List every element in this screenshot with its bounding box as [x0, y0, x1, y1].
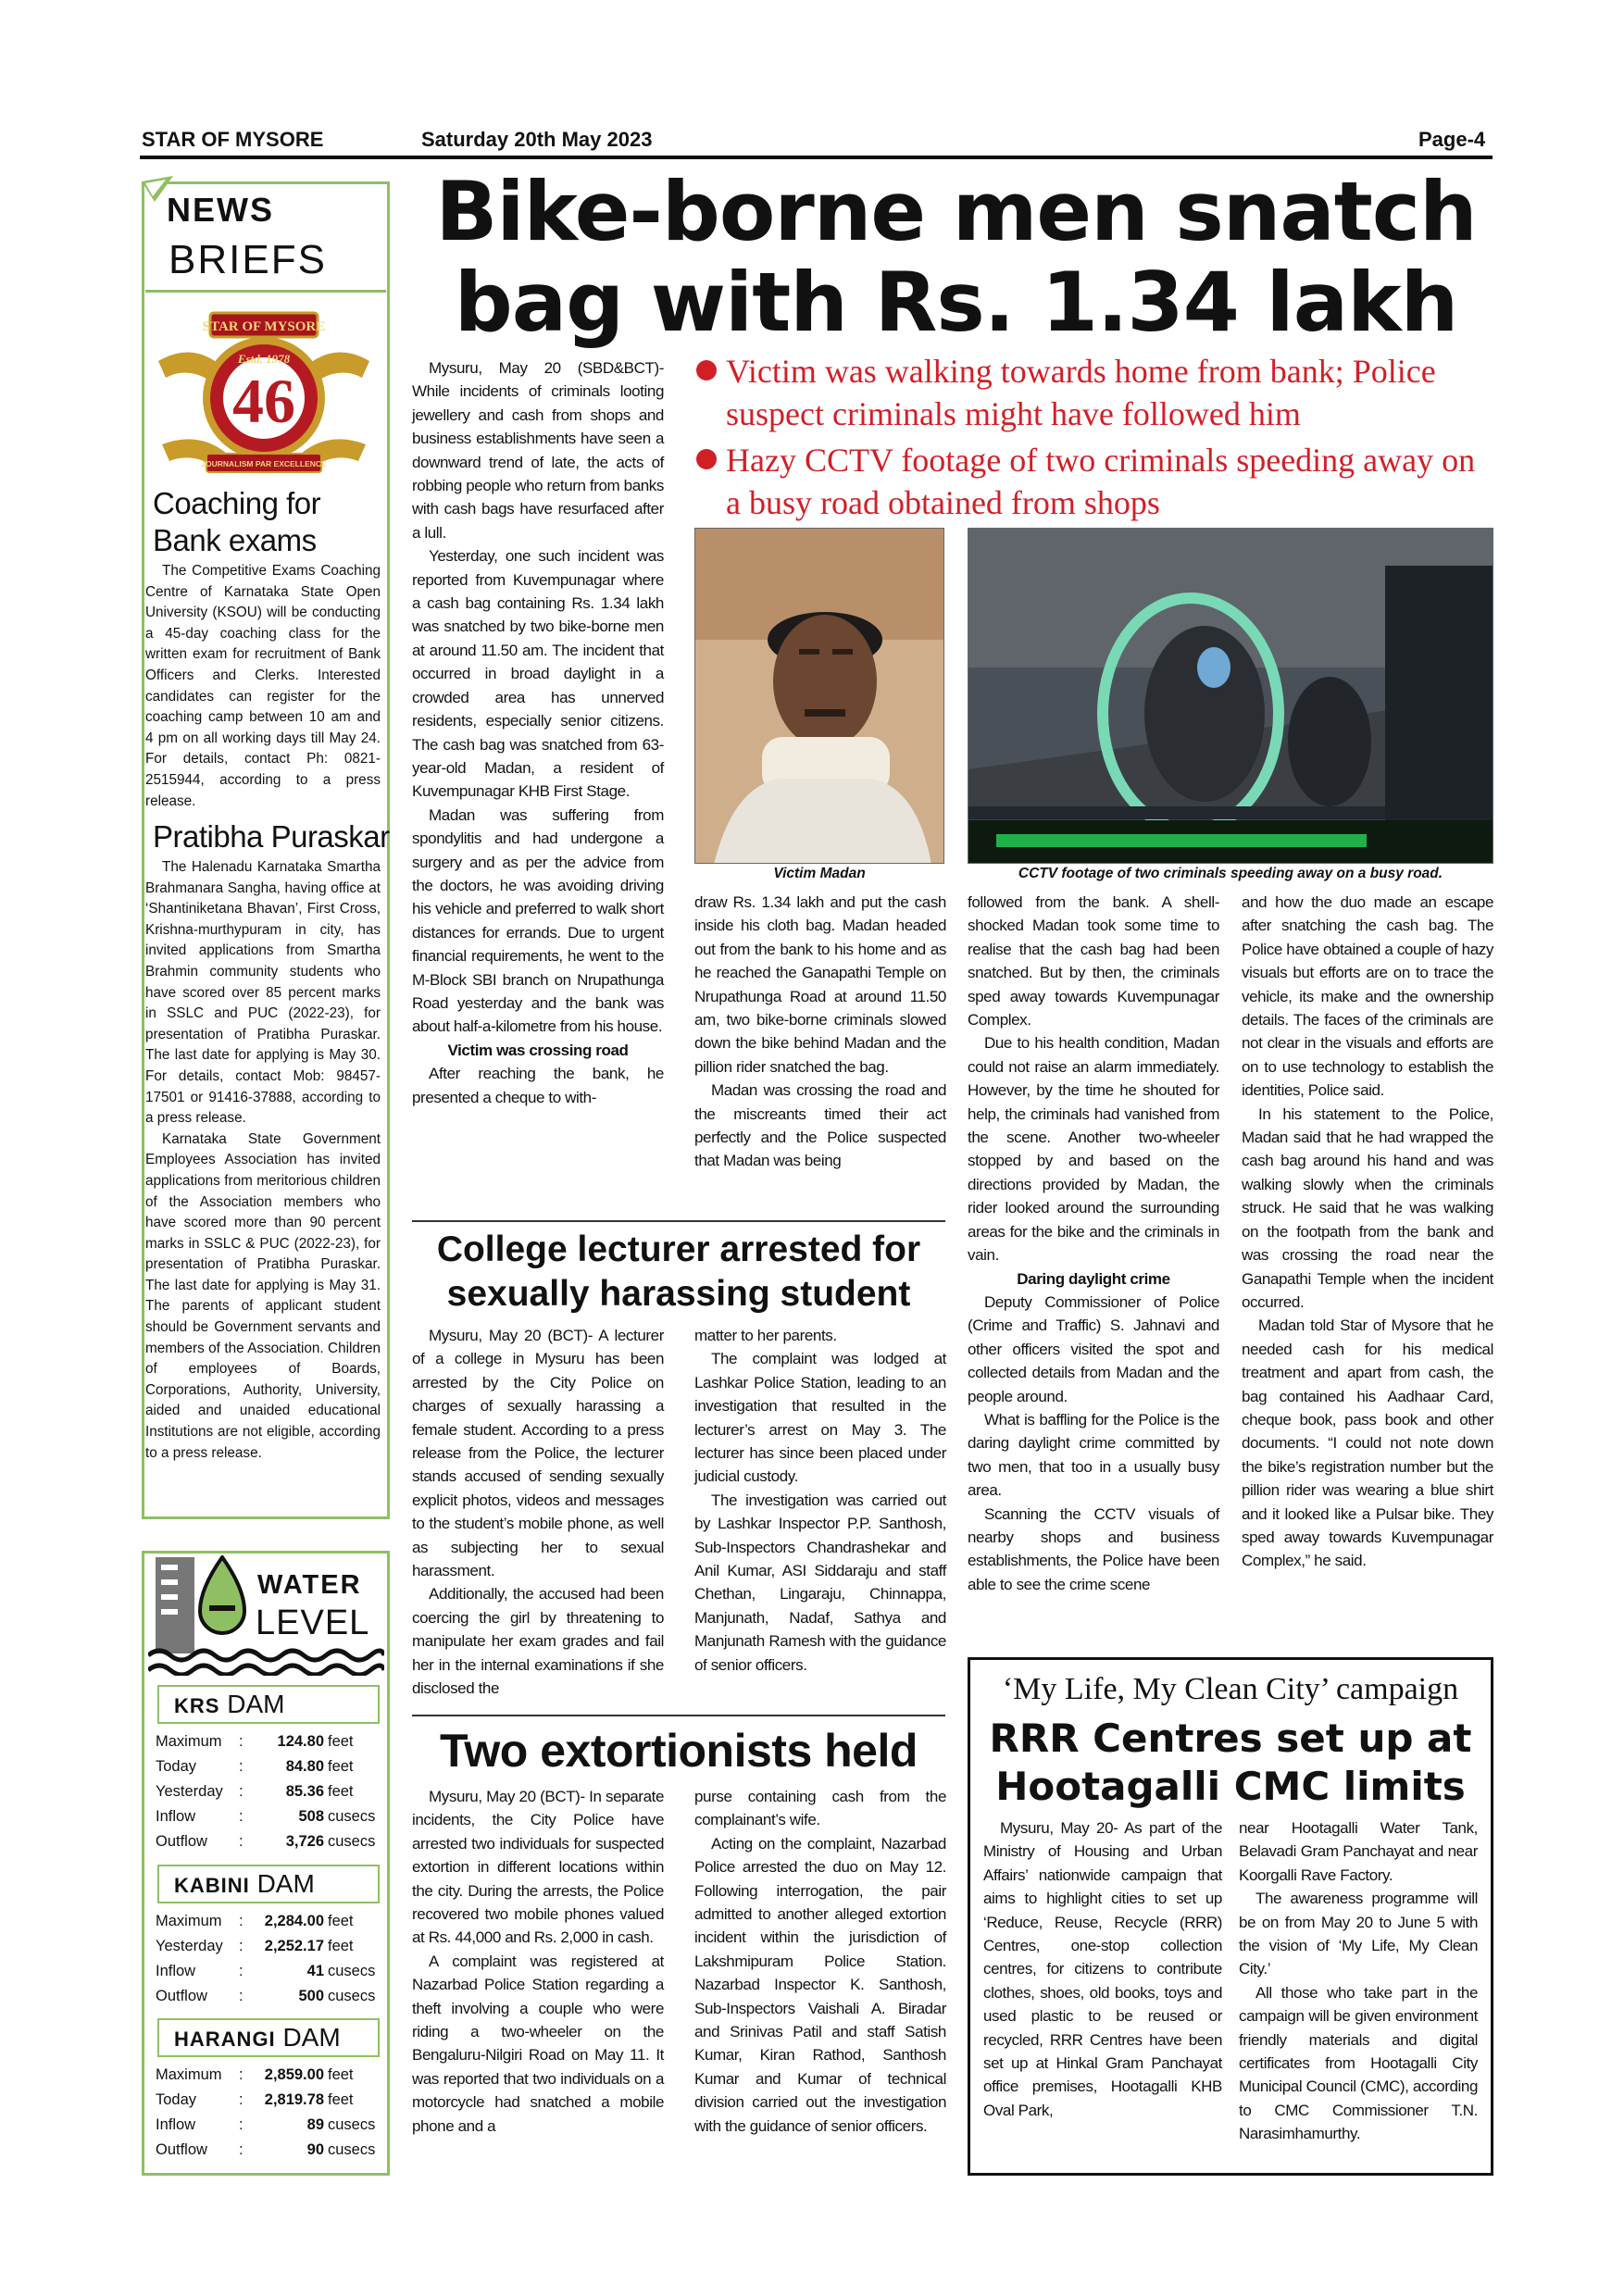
svg-text:46: 46 [232, 366, 295, 436]
rrr-kicker: ‘My Life, My Clean City’ campaign [1002, 1672, 1459, 1706]
brief-coaching-title-1: Coaching for [153, 486, 321, 520]
lecturer-headline-line1: College lecturer arrested for [436, 1229, 921, 1269]
dam-reading-row [156, 1934, 387, 1959]
lecturer-paragraph: matter to her parents. [694, 1327, 837, 1344]
dam-suffix: DAM [256, 1869, 315, 1898]
briefs-label: BRIEFS [169, 237, 327, 282]
lecturer-paragraph: The complaint was lodged at Lashkar Police Station, leading to an investigation that resulted in the lecturer’s arrest on May 3. The lecturer has since been placed under judicial custody. [694, 1350, 946, 1486]
masthead-date: Saturday 20th May 2023 [421, 128, 653, 151]
dam-reading-value: 2,252.17 [264, 1938, 324, 1954]
deck-line: a busy road obtained from shops [726, 484, 1160, 521]
lead-paragraph: Deputy Commissioner of Police (Crime and Traffic) S. Jahnavi and other officers visited the spot and collected details from Madan and the people around. [968, 1292, 1219, 1405]
lead-paragraph: Madan was suffering from spondylitis and had undergone a surgery and as per the advice from the doctors, he was avoiding driving his vehicle and preferred to walk short distances for errands. Due to urgent financial requirements, he went to the M-Block SBI branch on Nrupathunga Road yesterday and the bank was about half-a-kilometre from his house. [412, 805, 664, 1036]
dam-reading-value: 124.80 [277, 1733, 324, 1750]
lead-headline-line2: bag with Rs. 1.34 lakh [454, 255, 1458, 350]
dam-reading-value: 500 [298, 1988, 324, 2004]
dam-reading-row [156, 1754, 387, 1779]
dam-name-bold: KABINI [174, 1874, 250, 1897]
deck-line: Victim was walking towards home from bank; Police [726, 353, 1436, 390]
section-divider [412, 1715, 945, 1716]
dam-reading-row [156, 2138, 387, 2163]
header-rule [140, 156, 1493, 159]
kabini-dam-label [157, 1865, 380, 1903]
dam-reading-label: Outflow [156, 1833, 207, 1850]
deck-line: suspect criminals might have followed him [726, 395, 1301, 432]
dam-reading-value: 84.80 [285, 1758, 324, 1775]
extortion-paragraph: A complaint was registered at Nazarbad Police Station regarding a theft involving a couple who were riding a two-wheeler on the Bengaluru-Nilgiri Road on May 11. It was reported that two individuals on a motorcycle had snatched a mobile phone and a [412, 1952, 664, 2135]
lead-deck-2 [696, 439, 1502, 524]
dam-reading-separator: : [239, 1758, 244, 1775]
dam-reading-label: Inflow [156, 1808, 196, 1825]
dam-reading-separator: : [239, 2116, 244, 2133]
dam-reading-separator: : [239, 2141, 244, 2158]
news-label: NEWS [167, 191, 274, 229]
dam-reading-label: Today [156, 2091, 197, 2108]
dam-name-bold: HARANGI [174, 2028, 276, 2051]
lecturer-paragraph: Mysuru, May 20 (BCT)- A lecturer of a college in Mysuru has been arrested by the City Police on charges of sexually harassing a female student. According to a press release from the Police, the lecturer stands accused of sending sexually explicit photos, videos and messages to the student’s mobile phone, as well as subjecting her to sexual harassment. [412, 1327, 664, 1580]
dam-reading-label: Inflow [156, 2116, 196, 2133]
bullet-dot-icon [696, 449, 717, 469]
dam-reading-unit: cusecs [328, 2141, 376, 2158]
lead-column-4 [1242, 891, 1493, 1573]
dam-reading-separator: : [239, 2091, 244, 2108]
lead-paragraph: Due to his health condition, Madan could not raise an alarm immediately. However, by the time he shouted for help, the criminals had vanished from the scene. Another two-wheeler stopped by and based on the directions provided by Madan, the rider looked around the surrounding areas for the bike and the criminals in vain. [968, 1034, 1219, 1265]
dam-reading-label: Outflow [156, 2141, 207, 2158]
extortion-headline: Two extortionists held [440, 1725, 918, 1777]
level-label: LEVEL [256, 1603, 370, 1642]
lead-paragraph: Yesterday, one such incident was reported from Kuvempunagar where a cash bag containing Rs. 1.34 lakh was snatched by two bike-borne men at around 11.50 am. The incident that occurred in broad daylight in a crowded area has unnerved residents, especially senior citizens. The cash bag was snatched from 63-year-old Madan, a resident of Kuvempunagar KHB First Stage. [412, 547, 664, 801]
dam-reading-separator: : [239, 1783, 244, 1800]
dam-reading-row [156, 1959, 387, 1984]
dam-reading-row [156, 1804, 387, 1829]
dam-reading-separator: : [239, 2066, 244, 2083]
dam-reading-label: Yesterday [156, 1783, 223, 1800]
lead-paragraph: After reaching the bank, he presented a cheque to with- [412, 1065, 664, 1106]
lead-paragraph: Madan told Star of Mysore that he needed cash for his medical treatment and apart from cash, the bag contained his Aadhaar Card, cheque book, pass book and other documents. “I could not note down the bike’s registration number but the pillion rider was wearing a blue shirt and it looked like a Pulsar bike. They sped away towards Kuvempunagar Complex,” he said. [1242, 1316, 1493, 1570]
krs-dam-label [157, 1685, 380, 1724]
svg-text:Estd. 1978: Estd. 1978 [237, 352, 291, 366]
dam-suffix: DAM [227, 1690, 285, 1718]
victim-portrait-image [695, 529, 944, 864]
dam-reading-separator: : [239, 1808, 244, 1825]
victim-photo [694, 528, 944, 864]
dam-reading-value: 508 [298, 1808, 324, 1825]
extortion-column-2 [694, 1785, 946, 2138]
extortion-paragraph: Mysuru, May 20 (BCT)- In separate incidents, the City Police have arrested two individuals for suspected extortion in different locations within the city. During the arrests, the Police recovered two mobile phones valued at Rs. 44,000 and Rs. 2,000 in cash. [412, 1788, 664, 1947]
lead-paragraph: Madan was crossing the road and the miscreants timed their act perfectly and the Police suspected that Madan was being [694, 1081, 946, 1170]
cctv-frame-image [968, 529, 1493, 864]
dam-reading-unit: cusecs [328, 1963, 376, 1979]
dam-reading-separator: : [239, 1988, 244, 2004]
lead-paragraph: and how the duo made an escape after snatching the cash bag. The Police have obtained a couple of hazy visuals but efforts are on to trace the vehicle, its make and the ownership details. The faces of the criminals are not clear in the visuals and efforts are on to use technology to establish the identities, Police said. [1242, 893, 1493, 1100]
dam-reading-row [156, 1779, 387, 1804]
lead-column-3 [968, 891, 1219, 1596]
dam-reading-row [156, 1909, 387, 1934]
dam-reading-unit: cusecs [328, 1833, 376, 1850]
lecturer-column-2 [694, 1324, 946, 1677]
dam-reading-value: 2,859.00 [264, 2066, 324, 2083]
dam-reading-value: 41 [306, 1963, 324, 1979]
dam-reading-unit: feet [328, 1733, 354, 1750]
rrr-paragraph: All those who take part in the campaign will be given environment friendly materials and digital certificates from Hootagalli City Municipal Council (CMC), according to CMC Commissioner T.N. Narasimhamurthy. [1239, 1983, 1478, 2143]
brief-paragraph: The Halenadu Karnataka Smartha Brahmanara Sangha, having office at ‘Shantiniketana Bhavan’, First Cross, Krishna-murthypuram in city, has invited applications from Smartha Brahmin community students who have scored over 85 percent marks in SSLC and PUC (2022-23), for presentation of Pratibha Puraskar. The last date for applying is May 30. For details, contact Mob: 98457-17501 or 91416-37888, according to a press release. [145, 859, 381, 1127]
rrr-headline-line2: Hootagalli CMC limits [995, 1764, 1466, 1809]
lead-paragraph: followed from the bank. A shell-shocked Madan took some time to realise that the cash bag had been snatched. But by then, the criminals sped away towards Kuvempunagar Complex. [968, 893, 1219, 1029]
brief-coaching-title-2: Bank exams [153, 523, 317, 557]
masthead-page-number: Page-4 [1418, 128, 1486, 151]
bullet-dot-icon [696, 360, 717, 381]
rrr-headline [968, 1715, 1493, 1811]
lead-subhead-daylight-crime: Daring daylight crime [1017, 1269, 1170, 1288]
rrr-headline-line1: RRR Centres set up at [989, 1716, 1472, 1761]
dam-reading-unit: feet [328, 2066, 354, 2083]
brief-pratibha-title: Pratibha Puraskar [153, 819, 390, 854]
dam-reading-label: Yesterday [156, 1938, 223, 1954]
rrr-paragraph: The awareness programme will be on from May 20 to June 5 with the vision of ‘My Life, My Clean City.’ [1239, 1890, 1478, 1978]
cctv-footage-image [968, 528, 1493, 864]
lead-deck-1 [696, 350, 1502, 435]
lead-subhead-crossing-road: Victim was crossing road [447, 1041, 629, 1059]
brief-coaching-text [145, 561, 381, 812]
dam-reading-unit: cusecs [328, 2116, 376, 2133]
rrr-column-1 [983, 1816, 1222, 2122]
lead-column-1 [412, 356, 664, 1109]
dam-reading-separator: : [239, 1963, 244, 1979]
dam-reading-value: 89 [306, 2116, 324, 2133]
brief-pratibha-text [145, 857, 381, 1464]
harangi-dam-label [157, 2018, 380, 2057]
lead-headline-line1: Bike-borne men snatch [435, 164, 1477, 259]
dam-reading-unit: feet [328, 1758, 354, 1775]
lead-paragraph: What is baffling for the Police is the daring daylight crime committed by two men, that too in a usually busy area. [968, 1410, 1219, 1500]
victim-photo-caption: Victim Madan [773, 866, 866, 881]
star-of-mysore-46-logo [153, 306, 375, 481]
lecturer-paragraph: The investigation was carried out by Lashkar Inspector P.P. Santhosh, Sub-Inspectors Chandrashekar and Anil Kumar, ASI Siddaraju and staff Chethan, Lingaraju, Chinnappa, Manjunath, Nadaf, Sathya and Manjunath Ramesh with the guidance of senior officers. [694, 1491, 946, 1674]
dam-reading-value: 2,284.00 [264, 1913, 324, 1929]
dam-reading-separator: : [239, 1913, 244, 1929]
deck-line: Hazy CCTV footage of two criminals speeding away on [726, 442, 1476, 479]
extortion-paragraph: Acting on the complaint, Nazarbad Police arrested the duo on May 12. Following interrogation, the pair admitted to another alleged extortion incident within the jurisdiction of Lakshmipuram Police Station. Nazarbad Inspector K. Santhosh, Sub-Inspectors Vaishali A. Biradar and Srinivas Patil and staff Satish Kumar, Kiran Rathod, Santhosh Kumar and Kumar of technical division carried out the investigation with the guidance of senior officers. [694, 1834, 946, 2135]
lecturer-headline-line2: sexually harassing student [446, 1274, 911, 1314]
rrr-paragraph: near Hootagalli Water Tank, Belavadi Gram Panchayat and near Koorgalli Rave Factory. [1239, 1819, 1478, 1884]
dam-reading-row [156, 2088, 387, 2113]
dam-reading-unit: feet [328, 1783, 354, 1800]
dam-reading-separator: : [239, 1833, 244, 1850]
dam-reading-row [156, 1829, 387, 1854]
dam-reading-row [156, 2113, 387, 2138]
dam-reading-label: Maximum [156, 1733, 222, 1750]
dam-reading-label: Maximum [156, 1913, 222, 1929]
brief-paragraph: The Competitive Exams Coaching Centre of Karnataka State Open University (KSOU) will be conducting a 45-day coaching class for the written exam for recruitment of Bank Officers and Clerks. Interested candidates can register for the coaching camp between 10 am and 4 pm on all working days till May 24. For details, contact Ph: 0821-2515944, according to a press release. [145, 563, 381, 809]
lead-paragraph: Scanning the CCTV visuals of nearby shops and business establishments, the Police have been able to see the crime scene [968, 1504, 1219, 1593]
lecturer-paragraph: Additionally, the accused had been coercing the girl by threatening to manipulate her exam grades and fail her in the internal examinations if she disclosed the [412, 1585, 664, 1698]
dam-reading-separator: : [239, 1733, 244, 1750]
water-label: WATER [257, 1570, 362, 1600]
dam-reading-unit: cusecs [328, 1808, 376, 1825]
dam-reading-row [156, 1729, 387, 1754]
section-divider [412, 1220, 945, 1222]
dam-reading-value: 3,726 [285, 1833, 324, 1850]
extortion-paragraph: purse containing cash from the complainant’s wife. [694, 1788, 946, 1829]
dam-reading-unit: feet [328, 1938, 354, 1954]
svg-text:JOURNALISM PAR EXCELLENCE: JOURNALISM PAR EXCELLENCE [201, 459, 327, 468]
dam-reading-value: 90 [306, 2141, 324, 2158]
dam-reading-unit: cusecs [328, 1988, 376, 2004]
dam-reading-value: 2,819.78 [264, 2091, 324, 2108]
extortion-column-1 [412, 1785, 664, 2138]
dam-reading-row [156, 1984, 387, 2009]
brief-paragraph: Karnataka State Government Employees Association has invited applications from meritorious children of the Association members who have scored more than 90 percent marks in SSLC & PUC (2022-23), for presentation of Pratibha Puraskar. The last date for applying is May 31. The parents of applicant student should be Government servants and members of the Association. Children of employees of Boards, Corporations, Authority, University, aided and unaided educational Institutions are not eligible, according to a press release. [145, 1130, 381, 1461]
dam-reading-unit: feet [328, 1913, 354, 1929]
cctv-caption: CCTV footage of two criminals speeding away on a busy road. [1018, 866, 1443, 881]
dam-reading-row [156, 2063, 387, 2088]
lead-paragraph: draw Rs. 1.34 lakh and put the cash inside his cloth bag. Madan headed out from the bank to his home and as he reached the Ganapathi Temple on Nrupathunga Road at around 11.50 am, two bike-borne criminals slowed down the bike behind Madan and the pillion rider snatched the bag. [694, 893, 946, 1076]
rrr-column-2 [1239, 1816, 1478, 2146]
lecturer-headline [412, 1228, 945, 1316]
svg-text:STAR OF MYSORE: STAR OF MYSORE [202, 319, 326, 334]
lead-headline [412, 164, 1500, 350]
dam-suffix: DAM [282, 2023, 341, 2052]
lead-column-2 [694, 891, 946, 1173]
dam-reading-unit: feet [328, 2091, 354, 2108]
dam-reading-label: Inflow [156, 1963, 196, 1979]
dam-reading-label: Maximum [156, 2066, 222, 2083]
dam-reading-label: Outflow [156, 1988, 207, 2004]
rrr-paragraph: Mysuru, May 20- As part of the Ministry of Housing and Urban Affairs’ nationwide campaign that aims to highlight cities to set up ‘Reduce, Reuse, Recycle (RRR) Centres, one-stop collection centres, for citizens to contribute clothes, shoes, old books, toys and used plastic to be reused or recycled, RRR Centres have been set up at Hinkal Gram Panchayat office premises, Hootagalli KHB Oval Park, [983, 1819, 1222, 2119]
dam-reading-value: 85.36 [285, 1783, 324, 1800]
masthead-paper-name: STAR OF MYSORE [142, 128, 324, 151]
dam-reading-label: Today [156, 1758, 197, 1775]
dam-reading-separator: : [239, 1938, 244, 1954]
lecturer-column-1 [412, 1324, 664, 1701]
lead-paragraph: In his statement to the Police, Madan said that he had wrapped the cash bag around his hand and was walking slowly when the criminals struck. He said that he was walking on the footpath from the bank and was crossing the road near the Ganapathi Temple when the incident occurred. [1242, 1104, 1493, 1311]
lead-paragraph: Mysuru, May 20 (SBD&BCT)- While incidents of criminals looting jewellery and cash from shops and business establishments have seen a downward trend of late, the acts of robbing people who return from banks with cash bags have resurfaced after a lull. [412, 359, 664, 542]
dam-name-bold: KRS [174, 1694, 220, 1717]
